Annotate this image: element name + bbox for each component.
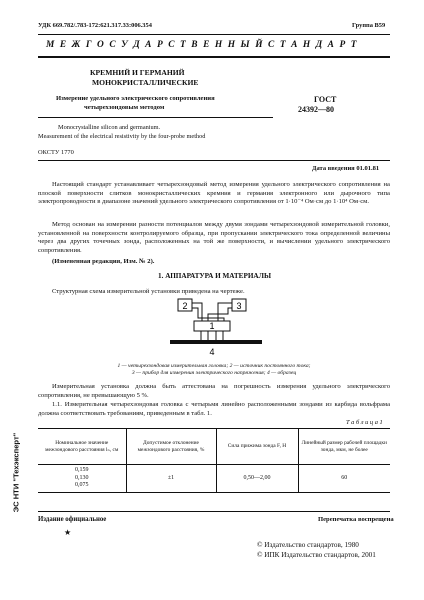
star-mark: ★ (64, 528, 72, 537)
table-header-cell: Допустимое отклонение межзондового расстояния, % (126, 429, 216, 465)
table-cell-force: 0,50—2,00 (216, 465, 298, 493)
intro-date: Дата введения 01.01.81 (312, 165, 380, 172)
copyright-1980: © Издательство стандартов, 1980 (257, 541, 359, 549)
setup-diagram (168, 296, 268, 358)
spacing-value: 0,075 (75, 482, 89, 489)
diagram-caption-line-2: 3 — прибор для измерения электрического напряжения; 4 — образец (131, 370, 297, 376)
gost-label: ГОСТ (314, 95, 337, 104)
standard-banner: М Е Ж Г О С У Д А Р С Т В Е Н Н Ы Й С Т А Н Д А Р Т (46, 40, 359, 50)
table-header-row (38, 429, 390, 465)
reprint-notice: Перепечатка воспрещена (318, 516, 394, 523)
table-header-cell: Линейный размер рабочей площадки зонда, мкм, не более (298, 429, 390, 465)
diagram-caption-line-1: 1 — четырехзондовая измерительная головка; 2 — источник постоянного тока; (117, 363, 311, 369)
official-edition: Издание официальное (38, 516, 107, 523)
spacing-value: 0,130 (75, 474, 89, 481)
label-2: 2 (182, 301, 188, 311)
label-3: 3 (236, 301, 242, 311)
paragraph-1-1: 1.1. Измерительная четырехзондовая головка с четырьмя линейно расположенными зондами из карбида вольфрама должна соответствовать требованиям, приведенным в табл. 1. (38, 401, 390, 417)
side-stamp: ЭС НТИ "Техэксперт" (11, 432, 21, 513)
table-row (38, 465, 390, 493)
okstu-rule (38, 160, 390, 161)
table-cell-spacing (38, 465, 126, 493)
paragraph-scope: Настоящий стандарт устанавливает четырехзондовый метод измерения удельного электрического сопротивления на плоской поверхности слитков монокристаллических кремния и германия электронного или дырочного типа электропроводности в диапазоне значений удельного электрического сопротивления от 1·10⁻⁴ Ом·см до 1·10⁴ Ом·см. (38, 181, 390, 206)
table-header-cell: Сила прижима зонда F, Н (216, 429, 298, 465)
paragraph-diagram-ref: Структурная схема измерительной установки приведена на чертеже. (52, 288, 245, 295)
banner-top-rule (38, 34, 390, 35)
paragraph-method: Метод основан на измерении разности потенциалов между двумя зондами четырехзондовой измерительной головки, установленной на поверхности контролируемого образца, при пропускании электрического тока определенной величины через два других точечных зонда, расположенных на той же поверхности, и вычислении удельного электрического сопротивления. (38, 221, 390, 254)
table-title: Т а б л и ц а 1 (346, 419, 383, 426)
banner-bottom-rule (38, 56, 390, 58)
title-line-2: МОНОКРИСТАЛЛИЧЕСКИЕ (92, 78, 199, 87)
wire-inner-left (208, 308, 232, 321)
table-cell-tolerance: ±1 (126, 465, 216, 493)
okstu-code: ОКСТУ 1770 (38, 149, 74, 156)
label-1: 1 (209, 321, 215, 331)
spacing-value: 0,159 (75, 467, 89, 474)
gost-number: 24392—80 (298, 105, 334, 114)
footer-rule (38, 511, 390, 512)
sample-4 (170, 340, 262, 344)
paragraph-certification: Измерительная установка должна быть аттестована на погрешность измерения удельного электрического сопротивления, не превышающую 5 %. (38, 383, 390, 399)
section-title: 1. АППАРАТУРА И МАТЕРИАЛЫ (158, 272, 272, 280)
english-title-line-2: Measurement of the electrical resistivity by the four-probe method (38, 133, 206, 140)
group-code: Группа В59 (352, 22, 386, 29)
english-title-line-1: Monocrystalline silicon and germanium. (58, 124, 161, 131)
title-rule (38, 117, 273, 118)
amendment-note: (Измененная редакция, Изм. № 2). (52, 258, 155, 265)
udk-code: УДК 669.782/.783-172:621.317.33:006.354 (38, 22, 152, 29)
table-header-cell: Номинальное значение межзондового расстояния lₙ, см (38, 429, 126, 465)
copyright-2001: © ИПК Издательство стандартов, 2001 (257, 551, 376, 559)
title-line-1: КРЕМНИЙ И ГЕРМАНИЙ (90, 68, 185, 77)
subtitle-line-2: четырехзондовым методом (84, 104, 165, 111)
table-1 (38, 428, 390, 493)
subtitle-line-1: Измерение удельного электрического сопротивления (56, 95, 215, 102)
table-cell-size: 60 (298, 465, 390, 493)
label-4: 4 (209, 347, 215, 357)
